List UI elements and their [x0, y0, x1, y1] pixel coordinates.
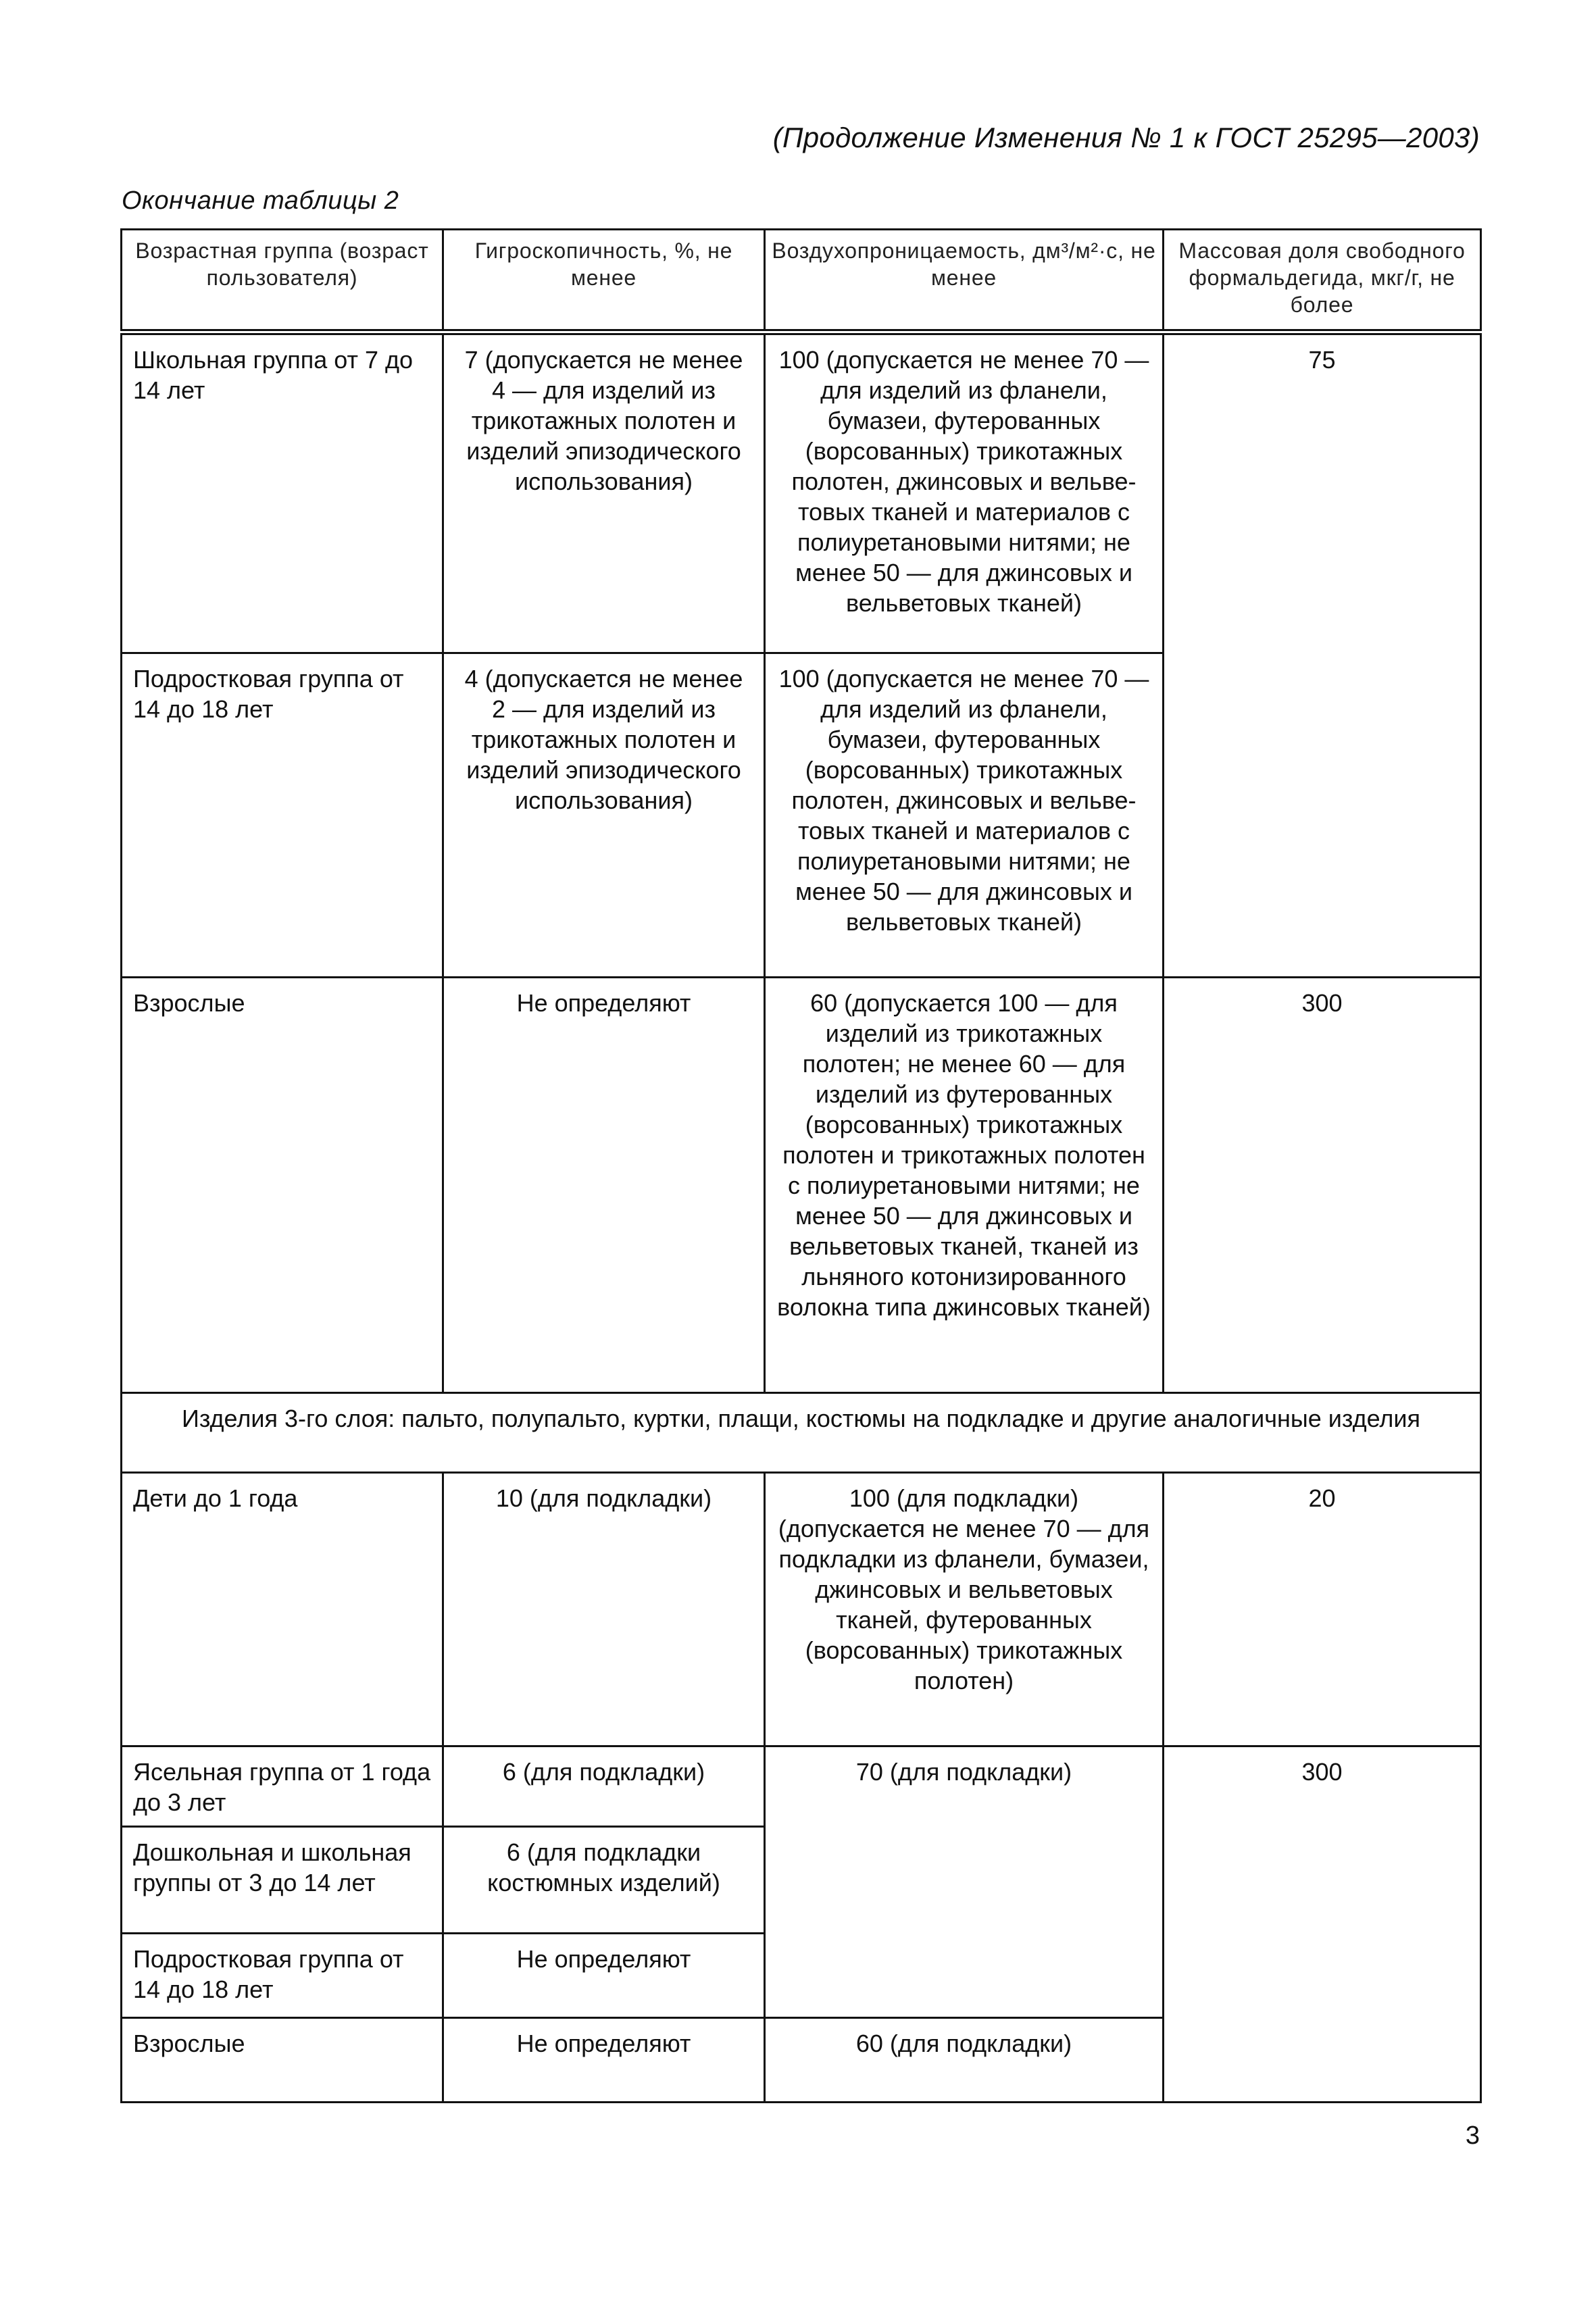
- requirements-table: [120, 228, 1482, 2103]
- cell-formaldehyde: 300: [1164, 978, 1481, 1393]
- cell-age-group: Дошкольная и школьная группы от 3 до 14 лет: [122, 1827, 443, 1934]
- page-number: 3: [1465, 2121, 1480, 2150]
- cell-hygroscopicity: 4 (допускается не менее 2 — для изделий из трикотажных полотен и изделий эпизодического использования): [443, 653, 765, 978]
- cell-air-permeability: 60 (для подкладки): [765, 2018, 1164, 2103]
- column-header-air-permeability: Воздухопроницаемость, дм³/м²·с, не менее: [765, 230, 1164, 332]
- cell-age-group: Взрослые: [122, 2018, 443, 2103]
- table-caption: Окончание таблицы 2: [122, 186, 399, 215]
- cell-hygroscopicity: Не определяют: [443, 978, 765, 1393]
- column-header-formaldehyde: Массовая доля свободного формальдегида, мкг/г, не более: [1164, 230, 1481, 332]
- cell-air-permeability: 70 (для подкладки): [765, 1746, 1164, 2018]
- cell-age-group: Школьная группа от 7 до 14 лет: [122, 332, 443, 653]
- cell-formaldehyde: 75: [1164, 332, 1481, 978]
- table-header-row: [122, 230, 1481, 332]
- cell-hygroscopicity: 10 (для подкладки): [443, 1473, 765, 1746]
- cell-hygroscopicity: 6 (для подкладки): [443, 1746, 765, 1827]
- cell-age-group: Ясельная группа от 1 года до 3 лет: [122, 1746, 443, 1827]
- table-row: [122, 1473, 1481, 1746]
- table-row: [122, 332, 1481, 653]
- section-row: [122, 1393, 1481, 1473]
- table-row: [122, 978, 1481, 1393]
- section-heading-layer-3: Изделия 3-го слоя: пальто, полупальто, куртки, плащи, костюмы на подкладке и другие аналогичные изделия: [122, 1393, 1481, 1473]
- cell-formaldehyde: 20: [1164, 1473, 1481, 1746]
- cell-age-group: Взрослые: [122, 978, 443, 1393]
- cell-air-permeability: 100 (допускается не менее 70 — для изделий из фланели, бумазеи, футерованных (ворсованных) трикотажных полотен, джинсовых и вельветовых тканей и материалов с полиуретановыми нитями; не менее 50 — для джинсовых и вельветовых тканей): [765, 332, 1164, 653]
- cell-hygroscopicity: 6 (для подкладки костюмных изделий): [443, 1827, 765, 1934]
- column-header-age-group: Возрастная группа (возраст пользователя): [122, 230, 443, 332]
- cell-age-group: Подростковая группа от 14 до 18 лет: [122, 1934, 443, 2018]
- cell-age-group: Дети до 1 года: [122, 1473, 443, 1746]
- column-header-hygroscopicity: Гигроскопичность, %, не менее: [443, 230, 765, 332]
- cell-air-permeability: 100 (допускается не менее 70 — для изделий из фланели, бумазеи, футерованных (ворсованных) трикотажных полотен, джинсовых и вельветовых тканей и материалов с полиуретановыми нитями; не менее 50 — для джинсовых и вельветовых тканей): [765, 653, 1164, 978]
- cell-hygroscopicity: 7 (допускается не менее 4 — для изделий из трикотажных полотен и изделий эпизодического использования): [443, 332, 765, 653]
- cell-air-permeability: 60 (допускается 100 — для изделий из трикотажных полотен; не менее 60 — для изделий из футерованных (ворсованных) трикотажных полотен и трикотажных полотен с полиуретановыми нитями; не менее 50 — для джинсовых и вельветовых тканей, тканей из льняного котонизированного волокна типа джинсовых тканей): [765, 978, 1164, 1393]
- table-row: [122, 1746, 1481, 1827]
- cell-hygroscopicity: Не определяют: [443, 2018, 765, 2103]
- cell-age-group: Подростковая группа от 14 до 18 лет: [122, 653, 443, 978]
- cell-hygroscopicity: Не определяют: [443, 1934, 765, 2018]
- cell-air-permeability: 100 (для подкладки) (допускается не менее 70 — для подкладки из фланели, бумазеи, джинсовых и вельветовых тканей, футерованных (ворсованных) трикотажных полотен): [765, 1473, 1164, 1746]
- cell-formaldehyde: 300: [1164, 1746, 1481, 2103]
- document-header: (Продолжение Изменения № 1 к ГОСТ 25295—2003): [772, 122, 1480, 153]
